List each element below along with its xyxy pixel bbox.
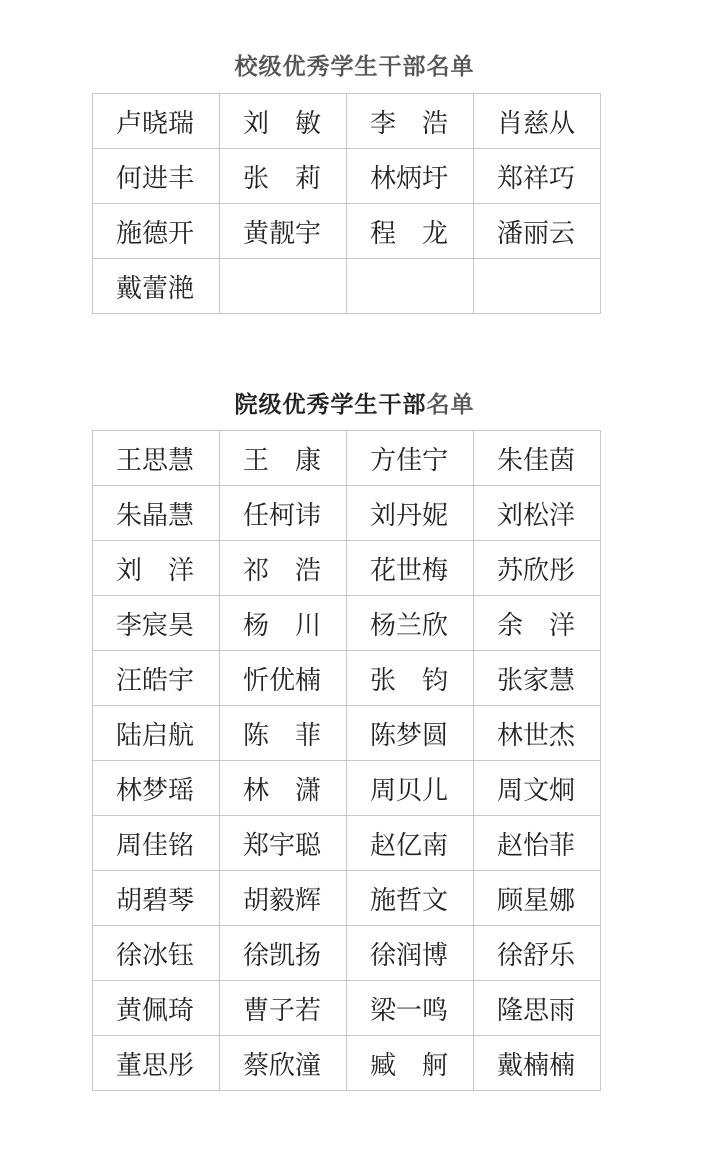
name-cell: 汪皓宇 <box>93 651 220 706</box>
name-cell: 王 康 <box>220 431 347 486</box>
name-cell: 施哲文 <box>347 871 474 926</box>
table-row <box>93 94 601 149</box>
name-cell: 臧 舸 <box>347 1036 474 1091</box>
table-row <box>93 541 601 596</box>
name-cell: 郑宇聪 <box>220 816 347 871</box>
college-title-main: 院级优秀学生干部 <box>234 391 427 418</box>
name-cell: 余 洋 <box>474 596 601 651</box>
name-cell: 胡碧琴 <box>93 871 220 926</box>
table-row <box>93 871 601 926</box>
name-cell: 曹子若 <box>220 981 347 1036</box>
name-cell: 施德开 <box>93 204 220 259</box>
name-cell: 郑祥巧 <box>474 149 601 204</box>
college-table-body <box>93 431 601 1091</box>
college-name-table <box>92 430 601 1091</box>
name-cell: 徐舒乐 <box>474 926 601 981</box>
school-table-body <box>93 94 601 314</box>
name-cell: 李 浩 <box>347 94 474 149</box>
name-cell: 顾星娜 <box>474 871 601 926</box>
name-cell: 隆思雨 <box>474 981 601 1036</box>
name-cell: 何进丰 <box>93 149 220 204</box>
name-cell: 陆启航 <box>93 706 220 761</box>
name-cell: 周文炯 <box>474 761 601 816</box>
college-list-title <box>0 386 709 419</box>
name-cell: 张家慧 <box>474 651 601 706</box>
table-row <box>93 596 601 651</box>
table-row <box>93 981 601 1036</box>
name-cell: 肖慈从 <box>474 94 601 149</box>
name-cell: 周贝儿 <box>347 761 474 816</box>
name-cell: 徐润博 <box>347 926 474 981</box>
table-row <box>93 651 601 706</box>
name-cell: 黄靓宇 <box>220 204 347 259</box>
name-cell: 苏欣彤 <box>474 541 601 596</box>
name-cell: 王思慧 <box>93 431 220 486</box>
name-cell: 胡毅辉 <box>220 871 347 926</box>
name-cell: 朱晶慧 <box>93 486 220 541</box>
name-cell: 潘丽云 <box>474 204 601 259</box>
name-cell: 忻优楠 <box>220 651 347 706</box>
name-cell: 方佳宁 <box>347 431 474 486</box>
table-row <box>93 761 601 816</box>
name-cell: 祁 浩 <box>220 541 347 596</box>
name-cell: 林 潇 <box>220 761 347 816</box>
name-cell: 花世梅 <box>347 541 474 596</box>
name-cell: 刘 敏 <box>220 94 347 149</box>
name-cell: 徐凯扬 <box>220 926 347 981</box>
name-cell: 程 龙 <box>347 204 474 259</box>
name-cell: 陈 菲 <box>220 706 347 761</box>
school-name-table <box>92 93 601 314</box>
name-cell: 蔡欣潼 <box>220 1036 347 1091</box>
table-row <box>93 431 601 486</box>
table-row <box>93 149 601 204</box>
name-cell: 刘松洋 <box>474 486 601 541</box>
table-row <box>93 1036 601 1091</box>
table-row <box>93 204 601 259</box>
name-cell: 刘丹妮 <box>347 486 474 541</box>
name-cell: 刘 洋 <box>93 541 220 596</box>
name-cell: 黄佩琦 <box>93 981 220 1036</box>
name-cell: 陈梦圆 <box>347 706 474 761</box>
name-cell: 张 莉 <box>220 149 347 204</box>
name-cell: 朱佳茵 <box>474 431 601 486</box>
name-cell: 任柯讳 <box>220 486 347 541</box>
name-cell: 林梦瑶 <box>93 761 220 816</box>
empty-cell <box>347 259 474 314</box>
college-title-tail: 名单 <box>426 391 475 418</box>
name-cell: 卢晓瑞 <box>93 94 220 149</box>
name-cell: 杨 川 <box>220 596 347 651</box>
table-row <box>93 259 601 314</box>
name-cell: 梁一鸣 <box>347 981 474 1036</box>
name-cell: 戴蕾滟 <box>93 259 220 314</box>
name-cell: 赵怡菲 <box>474 816 601 871</box>
name-cell: 戴楠楠 <box>474 1036 601 1091</box>
name-cell: 徐冰钰 <box>93 926 220 981</box>
empty-cell <box>220 259 347 314</box>
school-list-title: 校级优秀学生干部名单 <box>234 53 475 80</box>
table-row <box>93 706 601 761</box>
name-cell: 林世杰 <box>474 706 601 761</box>
table-row <box>93 926 601 981</box>
table-row <box>93 486 601 541</box>
name-cell: 董思彤 <box>93 1036 220 1091</box>
name-cell: 赵亿南 <box>347 816 474 871</box>
table-row <box>93 816 601 871</box>
name-cell: 周佳铭 <box>93 816 220 871</box>
name-cell: 李宸昊 <box>93 596 220 651</box>
empty-cell <box>474 259 601 314</box>
name-cell: 张 钧 <box>347 651 474 706</box>
name-cell: 杨兰欣 <box>347 596 474 651</box>
name-cell: 林炳圩 <box>347 149 474 204</box>
